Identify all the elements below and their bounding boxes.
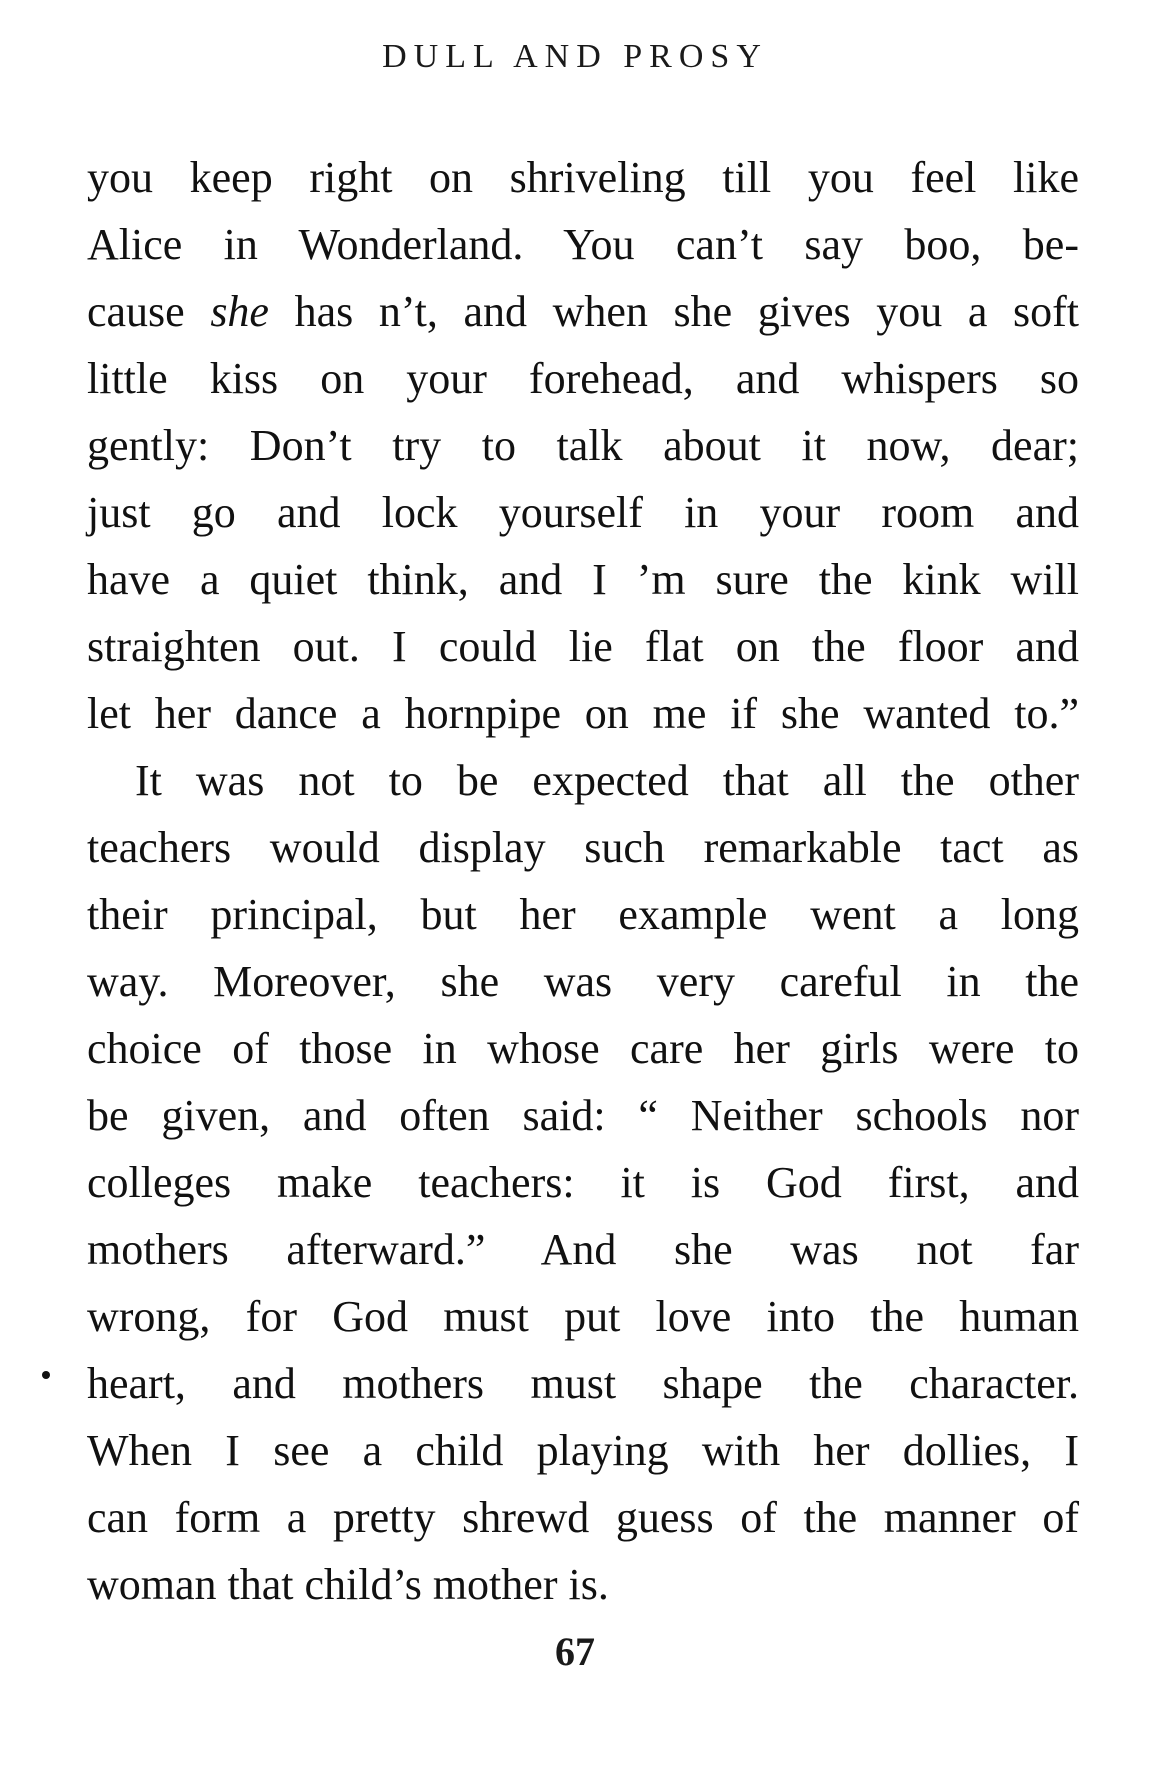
page-number: 67	[555, 1629, 595, 1674]
text-line: way. Moreover, she was very careful in the	[87, 957, 1079, 1006]
running-head: DULL AND PROSY	[382, 38, 768, 75]
text-line: mothers afterward.” And she was not far	[87, 1225, 1079, 1274]
text-line: their principal, but her example went a long	[87, 890, 1079, 939]
text-line: It was not to be expected that all the other	[135, 756, 1079, 805]
text-line: you keep right on shriveling till you feel like	[87, 153, 1079, 202]
margin-mark	[42, 1371, 50, 1379]
text-line: be given, and often said: “ Neither schools nor	[87, 1091, 1079, 1140]
text-line	[87, 278, 1079, 345]
text-line: can form a pretty shrewd guess of the manner of	[87, 1493, 1079, 1542]
text-line: straighten out. I could lie flat on the floor and	[87, 622, 1079, 671]
text-line: Alice in Wonderland. You can’t say boo, be-	[87, 220, 1079, 269]
text-line: let her dance a hornpipe on me if she wanted to.”	[87, 689, 1079, 738]
text-line: colleges make teachers: it is God first, and	[87, 1158, 1079, 1207]
text-line: gently: Don’t try to talk about it now, dear;	[87, 421, 1079, 470]
text-line: choice of those in whose care her girls were to	[87, 1024, 1079, 1073]
text-line: just go and lock yourself in your room and	[87, 488, 1079, 537]
text-line: little kiss on your forehead, and whispers so	[87, 354, 1079, 403]
text-line: have a quiet think, and I ’m sure the kink will	[87, 555, 1079, 604]
text-run: has n’t, and when she gives you a soft	[268, 287, 1079, 336]
text-line: wrong, for God must put love into the human	[87, 1292, 1079, 1341]
italic-word: she	[210, 287, 269, 336]
text-line: When I see a child playing with her dollies, I	[87, 1426, 1079, 1475]
text-line: woman that child’s mother is.	[87, 1560, 609, 1609]
paragraph-2	[87, 747, 1079, 1618]
body-text	[87, 144, 1079, 1618]
text-line: heart, and mothers must shape the character.	[87, 1359, 1079, 1408]
text-line: teachers would display such remarkable tact as	[87, 823, 1079, 872]
text-run: cause	[87, 287, 211, 336]
paragraph-1	[87, 144, 1079, 747]
